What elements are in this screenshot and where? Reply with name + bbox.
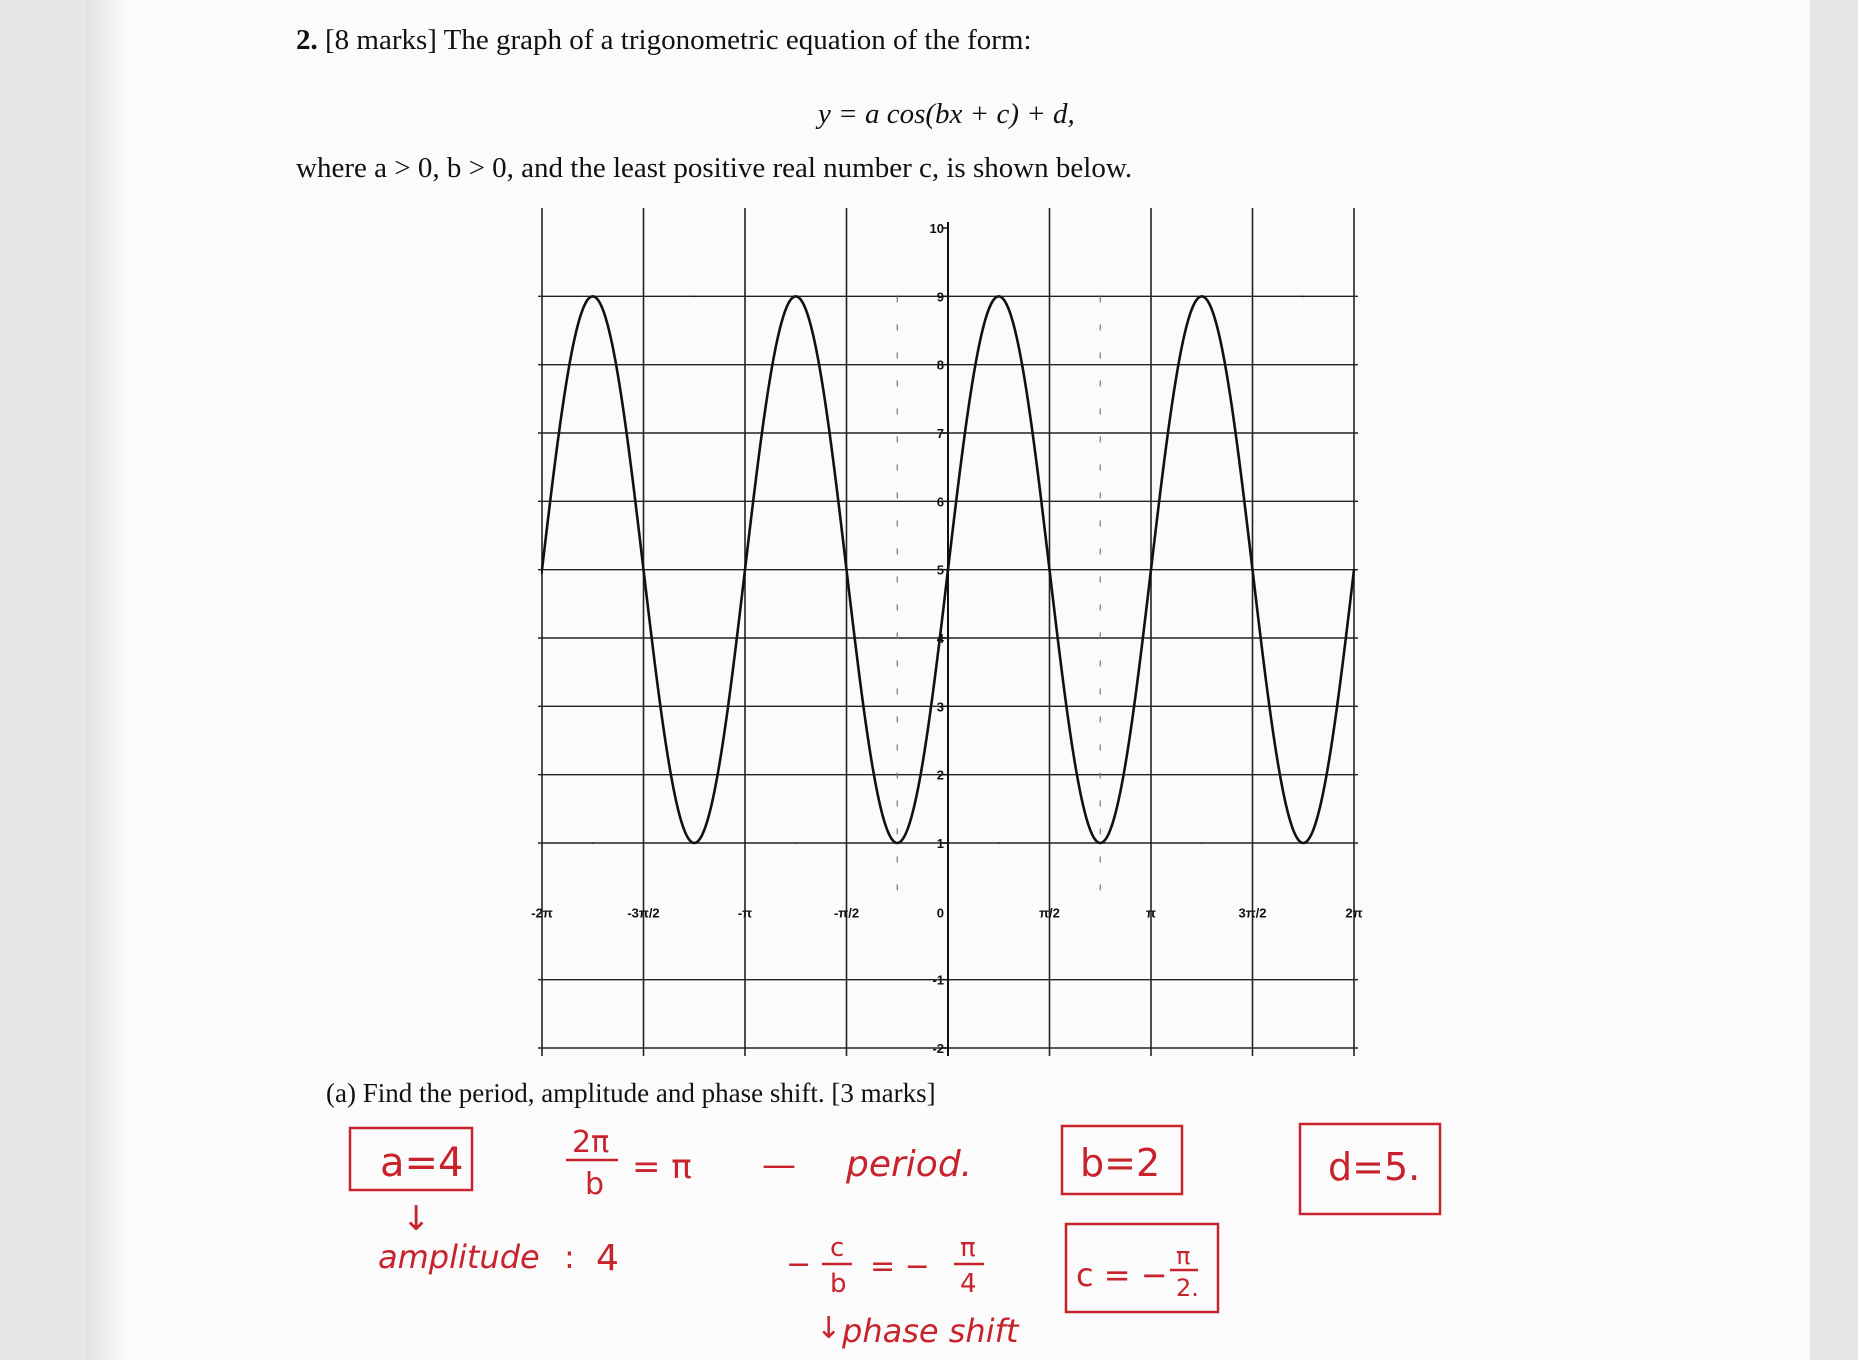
phase-left-minus: − <box>786 1247 812 1282</box>
amplitude-colon: : <box>564 1238 575 1276</box>
a-answer: a=4 <box>380 1140 464 1186</box>
phase-equals: = − <box>870 1249 930 1284</box>
phase-left-numerator: c <box>830 1233 845 1263</box>
c-answer-numerator: π <box>1176 1242 1191 1270</box>
b-answer: b=2 <box>1080 1141 1161 1185</box>
condition-line: where a > 0, b > 0, and the least positive real number c, is shown below. <box>296 152 1133 184</box>
c-answer-prefix: c = − <box>1076 1256 1168 1294</box>
x-tick-label: 3π/2 <box>1238 905 1267 921</box>
equation: y = a cos(bx + c) + d, <box>818 98 1075 130</box>
x-tick-label: π <box>1146 905 1156 921</box>
question-heading-text: [8 marks] The graph of a trigonometric equation of the form: <box>325 24 1032 56</box>
phase-shift-label: phase shift <box>842 1312 1019 1350</box>
y-tick-label: 5 <box>936 562 944 578</box>
x-tick-label: -π <box>737 905 753 921</box>
y-tick-label: 4 <box>936 631 944 646</box>
phase-right-denominator: 4 <box>960 1269 977 1299</box>
x-tick-label: π/2 <box>1039 905 1060 921</box>
part-a-prompt: (a) Find the period, amplitude and phase shift. [3 marks] <box>326 1078 936 1108</box>
amplitude-arrow: ↓ <box>402 1199 431 1239</box>
period-label: period. <box>846 1144 973 1185</box>
y-tick-label: 10 <box>929 221 944 236</box>
c-answer-denominator: 2. <box>1176 1274 1199 1302</box>
amplitude-value: 4 <box>596 1238 619 1279</box>
y-tick-label: -2 <box>932 1041 944 1056</box>
y-tick-label: 8 <box>936 357 944 373</box>
y-tick-label: 1 <box>936 836 944 851</box>
amplitude-label: amplitude <box>378 1238 540 1276</box>
phase-right-numerator: π <box>960 1233 976 1263</box>
y-tick-label: 2 <box>936 767 944 783</box>
period-equals: = π <box>632 1147 692 1187</box>
phase-shift-arrow: ↓ <box>816 1311 842 1346</box>
x-tick-label: 0 <box>936 905 944 921</box>
period-denominator: b <box>585 1167 605 1202</box>
d-answer: d=5. <box>1328 1145 1421 1189</box>
x-tick-label: 2π <box>1345 905 1363 921</box>
y-tick-label: 9 <box>936 289 944 305</box>
question-number: 2. <box>296 24 318 56</box>
period-dash: — <box>762 1145 796 1185</box>
x-tick-label: -3π/2 <box>627 905 660 921</box>
y-tick-label: 7 <box>936 426 944 441</box>
period-numerator: 2π <box>572 1125 610 1160</box>
phase-left-denominator: b <box>830 1269 847 1299</box>
x-tick-label: -2π <box>531 905 553 921</box>
y-tick-label: 3 <box>936 699 944 715</box>
y-tick-label: 6 <box>936 494 944 510</box>
x-tick-label: -π/2 <box>833 905 860 921</box>
y-tick-label: -1 <box>932 972 944 988</box>
